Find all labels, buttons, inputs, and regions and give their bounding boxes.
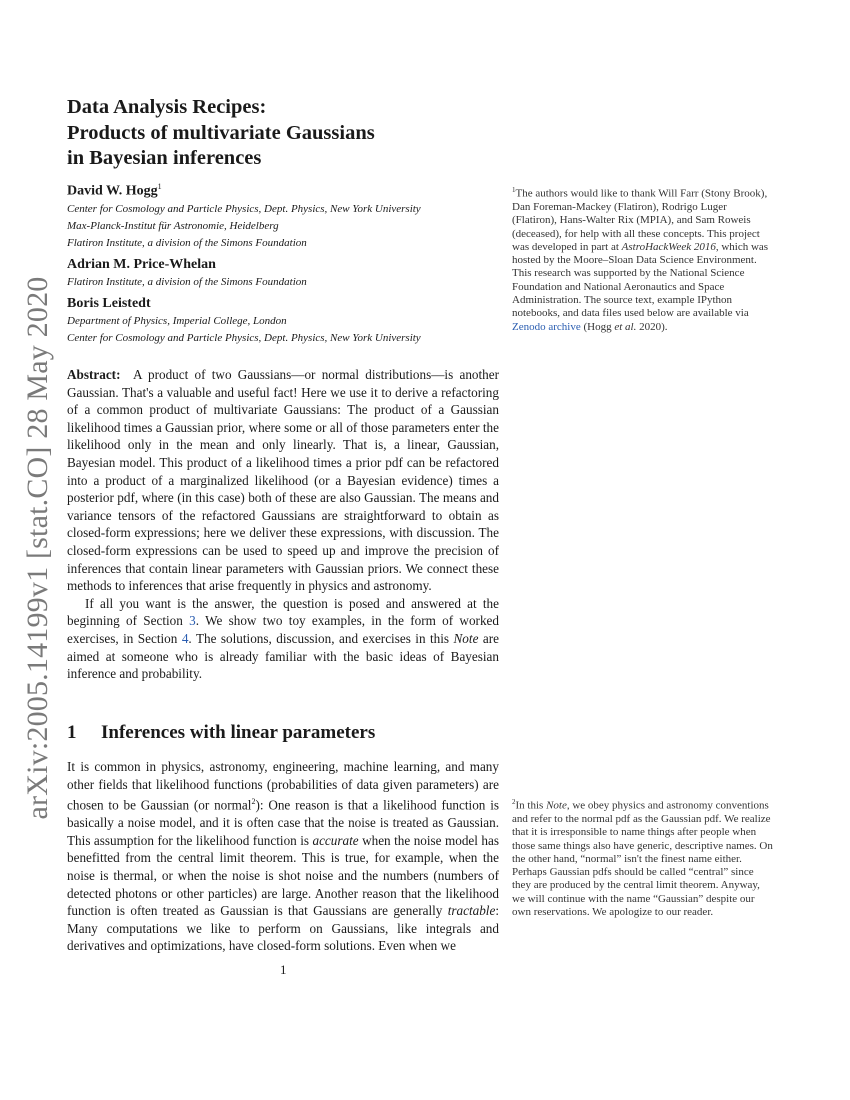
emphasis: accurate [312,832,359,848]
section-number: 1 [67,722,77,743]
text-run: . We show two toy examples, in the form of worked exercises, in Section [67,613,499,646]
affiliation: Flatiron Institute, a division of the Simons Foundation [67,275,307,288]
abstract-text: A product of two Gaussians—or normal distributions—is another Gaussian. That's a valuable and useful fact! Here we use it to derive a refactoring of a common product of multivariate Gaussians: The product of a Gaussian likelihood times a Gaussian prior, where some or all of those parameters enter the likelihood only in the mean and only linearly. That is, a linear, Gaussian, Bayesian model. This product of a likelihood times a prior pdf can be refactored into a product of a marginalized likelihood (or a Bayesian evidence) times a posterior pdf, where (in this case) both of these are also Gaussian. The means and variance tensors of the refactored Gaussians are straightforward to obtain as closed-form expressions; here we deliver these expressions, with discussion. The closed-form expressions can be used to speed up and improve the precision of inferences that contain linear parameters with Gaussian priors. We connect these methods to inferences that arise frequently in physics and astronomy. [67,367,500,594]
text-run: , which was hosted by the Moore–Sloan Data Science Environment. This research was supported by the National Science Foundation and National Aeronautics and Space Administration. The source text, example IPython notebooks, and data files used below are available via [512,240,769,320]
arxiv-stamp-text: arXiv:2005.14199v1 [stat.CO] 28 May 2020 [21,276,54,820]
emphasis: Note [546,799,567,812]
author-block [67,256,507,291]
body-paragraph [67,758,499,955]
text-run: If all you want is the answer, the question is posed and answered at the beginning of Section [67,595,499,629]
text-run: are aimed at someone who is already familiar with the basic ideas of Bayesian inference and probability. [67,630,499,682]
section-body [67,758,499,955]
section-heading [67,722,375,744]
emphasis: AstroHackWeek 2016 [621,240,716,253]
affiliation: Flatiron Institute, a division of the Simons Foundation [67,236,307,249]
paper-title [67,95,375,172]
text-run: . The solutions, discussion, and exercises in this [188,630,454,646]
zenodo-link[interactable]: Zenodo archive [512,320,581,333]
text-run: 2020). [636,320,668,333]
author-name [67,178,507,201]
text-run: ): One reason is that a likelihood function is basically a noise model, and it is often case that the noise is treated as Gaussian. This assumption for the likelihood function is [67,797,500,848]
affiliation: Center for Cosmology and Particle Physics, Dept. Physics, New York University [67,331,421,344]
text-run: when the noise model has benefitted from the central limit theorem. This is true, for example, when the noise is thermal, or when the noise is shot noise and the numbers (numbers of detected photons or other particles) are large. Another reason that the likelihood function is often treated as Gaussian is that Gaussians are generally [67,832,499,919]
abstract [67,366,499,683]
text-run: It is common in physics, astronomy, engineering, machine learning, and many other fields that likelihood functions (probabilities of data given parameters) are chosen to be Gaussian (or normal [67,759,499,813]
emphasis: Note [453,630,479,646]
footnote-2 [512,796,774,919]
abstract-paragraph [67,366,499,595]
title-line: Products of multivariate Gaussians [67,121,375,144]
emphasis: et al. [614,320,637,333]
title-line: Data Analysis Recipes: [67,96,267,118]
abstract-paragraph-2 [67,595,499,683]
affiliation: Department of Physics, Imperial College, London [67,314,287,327]
text-run: (Hogg [580,320,615,333]
footnote-mark: 1 [512,186,516,194]
abstract-label: Abstract: [67,367,121,382]
footnote-mark: 2 [512,798,516,806]
section-ref-link[interactable]: 4 [181,630,189,646]
author-name-text: David W. Hogg [67,183,158,199]
affiliation: Center for Cosmology and Particle Physics, Dept. Physics, New York University [67,202,421,215]
text-run: : Many computations we like to perform on Gaussians, like integrals and derivatives and optimizations, have closed-form solutions. Even when we [67,903,499,954]
author-list [67,178,507,351]
page-number: 1 [280,962,287,977]
text-run: , we obey physics and astronomy conventions and refer to the normal pdf as the Gaussian pdf. We realize that it is irresponsible to name things after people when those same things also have generic, descriptive names. On the other hand, “normal” isn't the finest name either. Perhaps Gaussian pdfs should be called “central” since they are produced by the central limit theorem. Anyway, we will continue with the name “Gaussian” despite our own reservations. We apologize to our reader. [512,799,773,919]
footnote-mark[interactable]: 2 [251,797,256,807]
emphasis: tractable [447,903,496,919]
text-run: In this [515,799,547,812]
author-block [67,178,507,252]
affiliation: Max-Planck-Institut für Astronomie, Heidelberg [67,219,279,232]
author-block [67,295,507,347]
author-name: Adrian M. Price-Whelan [67,256,216,272]
section-ref-link[interactable]: 3 [189,613,196,629]
footnote-1 [512,184,774,334]
author-name: Boris Leistedt [67,295,151,311]
text-run: The authors would like to thank Will Farr (Stony Brook), Dan Foreman-Mackey (Flatiron), Rodrigo Luger (Flatiron), Hans-Walter Rix (MPIA), and Sam Roweis (deceased), for help with all these concepts. This project was developed in part at [512,187,768,253]
section-title: Inferences with linear parameters [101,722,376,743]
title-line: in Bayesian inferences [67,147,262,169]
footnote-mark[interactable]: 1 [157,182,162,191]
